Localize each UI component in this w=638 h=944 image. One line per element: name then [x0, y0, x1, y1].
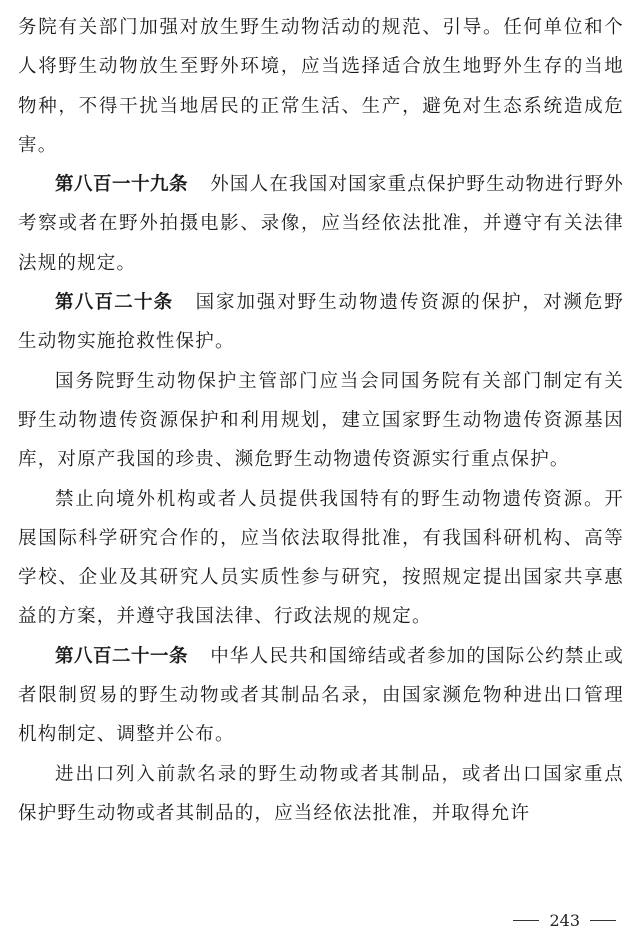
page-footer	[513, 911, 616, 930]
document-page	[18, 8, 624, 833]
paragraph-text: 国务院野生动物保护主管部门应当会同国务院有关部门制定有关野生动物遗传资源保护和利用规划，建立国家野生动物遗传资源基因库，对原产我国的珍贵、濒危野生动物遗传资源实行重点保护。	[18, 370, 624, 471]
article-number: 第八百二十一条	[55, 645, 189, 667]
paragraph-text: 中华人民共和国缔结或者参加的国际公约禁止或者限制贸易的野生动物或者其制品名录，由国家濒危物种进出口管理机构制定、调整并公布。	[18, 645, 624, 746]
paragraph	[18, 362, 624, 480]
paragraph-text: 进出口列入前款名录的野生动物或者其制品，或者出口国家重点保护野生动物或者其制品的，应当经依法批准，并取得允许	[18, 763, 624, 824]
page-number: 243	[549, 911, 580, 930]
article-number: 第八百一十九条	[55, 174, 189, 196]
paragraph	[18, 637, 624, 755]
paragraph	[18, 755, 624, 834]
paragraph-text: 外国人在我国对国家重点保护野生动物进行野外考察或者在野外拍摄电影、录像，应当经依法批准，并遵守有关法律法规的规定。	[18, 174, 624, 274]
paragraph	[18, 165, 624, 283]
paragraph-text: 禁止向境外机构或者人员提供我国特有的野生动物遗传资源。开展国际科学研究合作的，应当依法取得批准，有我国科研机构、高等学校、企业及其研究人员实质性参与研究，按照规定提出国家共享惠益的方案，并遵守我国法律、行政法规的规定。	[18, 488, 624, 628]
paragraph	[18, 8, 624, 165]
paragraph-text: 国家加强对野生动物遗传资源的保护，对濒危野生动物实施抢救性保护。	[18, 292, 624, 353]
paragraph	[18, 283, 624, 362]
article-number: 第八百二十条	[55, 292, 174, 314]
paragraph	[18, 480, 624, 637]
footer-dash-left	[513, 920, 539, 921]
paragraph-text: 务院有关部门加强对放生野生动物活动的规范、引导。任何单位和个人将野生动物放生至野外环境，应当选择适合放生地野外生存的当地物种，不得干扰当地居民的正常生活、生产，避免对生态系统造成危害。	[18, 17, 624, 156]
footer-dash-right	[590, 920, 616, 921]
